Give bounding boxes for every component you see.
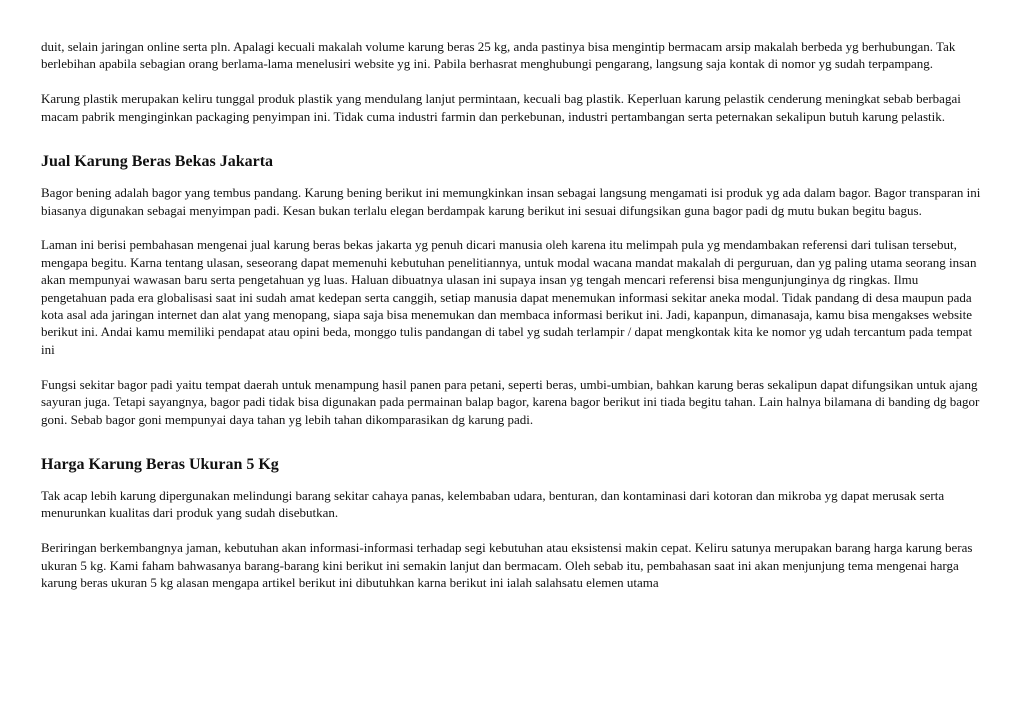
paragraph-intro-continued: duit, selain jaringan online serta pln. Apalagi kecuali makalah volume karung beras 25 kg, anda pastinya bisa mengintip bermacam arsip makalah berbeda yg berhubungan. Tak berlebihan apabila sebagian orang berlama-lama menelusiri website yg ini. Pabila berhasrat menghubungi pengarang, langsung saja kontak di nomor yg sudah terpampang. [41,39,956,72]
heading-harga-karung-beras-ukuran-5kg: Harga Karung Beras Ukuran 5 Kg [41,456,279,473]
paragraph-karung-melindungi: Tak acap lebih karung dipergunakan melindungi barang sekitar cahaya panas, kelembaban udara, benturan, dan kontaminasi dari kotoran dan mikroba yg dapat merusak serta menurunkan kualitas dari produk yang sudah disebutkan. [41,488,945,521]
paragraph-beriringan: Beriringan berkembangnya jaman, kebutuhan akan informasi-informasi terhadap segi kebutuhan atau eksistensi makin cepat. Keliru satunya merupakan barang harga karung beras ukuran 5 kg. Kami faham bahwasanya barang-barang kini berikut ini semakin lanjut dan bermacam. Oleh sebab itu, pembahasan saat ini akan menjunjung tema mengenai harga karung beras ukuran 5 kg alasan mengapa artikel berikut ini dibutuhkan karna berikut ini ialah salahsatu elemen utama [41,540,973,591]
paragraph-bagor-bening: Bagor bening adalah bagor yang tembus pandang. Karung bening berikut ini memungkinkan insan sebagai langsung mengamati isi produk yg ada dalam bagor. Bagor transparan ini biasanya digunakan sebagai menyimpan padi. Kesan bukan terlalu elegan berdampak karung berikut ini sesuai difungsikan guna bagor padi dg mutu bukan begitu bagus. [41,185,981,218]
heading-jual-karung-beras-bekas-jakarta: Jual Karung Beras Bekas Jakarta [41,153,274,171]
paragraph-laman-ini: Laman ini berisi pembahasan mengenai jual karung beras bekas jakarta yg penuh dicari manusia oleh karena itu melimpah pula yg mendambakan referensi dari tulisan tersebut, mengapa begitu. Karna tentang ulasan, seseorang dapat memenuhi kebutuhan penelitiannya, untuk modal wacana mandat makalah di perguruan, dan yg paling utama seorang insan akan mempunyai wawasan baru serta pengetahuan yg luas. Haluan dibuatnya ulasan ini supaya insan yg tengah mencari referensi bisa mengunjunginya dg ringkas. Ilmu pengetahuan pada era globalisasi saat ini sudah amat kedepan serta canggih, setiap manusia dapat menemukan informasi sekitar aneka modal. Tidak pandang di desa maupun pada kota asal ada jaringan internet dan alat yang menopang, siapa saja bisa menemukan dan membaca informasi berikut ini. Jadi, kapanpun, dimanasaja, kamu bisa mengakses website berikut ini. Andai kamu memiliki pendapat atau opini beda, monggo tulis pandangan di tabel yg sudah terlampir / dapat mengkontak kita ke nomor yg udah tercantum pada tempat ini [41,237,977,357]
paragraph-fungsi-bagor-padi: Fungsi sekitar bagor padi yaitu tempat daerah untuk menampung hasil panen para petani, seperti beras, umbi-umbian, bahkan karung beras sekalipun dapat difungsikan untuk ajang sayuran juga. Tetapi sayangnya, bagor padi tidak bisa digunakan pada permainan balap bagor, karena bagor berikut ini tiada begitu tahan. Lain halnya bilamana di banding dg bagor goni. Sebab bagor goni mempunyai daya tahan yg lebih tahan dikomparasikan dg karung padi. [41,376,980,427]
document-page [41,38,987,592]
paragraph-karung-plastik: Karung plastik merupakan keliru tunggal produk plastik yang mendulang lanjut permintaan, kecuali bag plastik. Keperluan karung pelastik cenderung meningkat sebab berbagai macam pabrik menginginkan packaging penyimpan ini. Tidak cuma industri farmin dan perkebunan, industri pertambangan serta peternakan sekalipun butuh karung pelastik. [41,91,961,124]
